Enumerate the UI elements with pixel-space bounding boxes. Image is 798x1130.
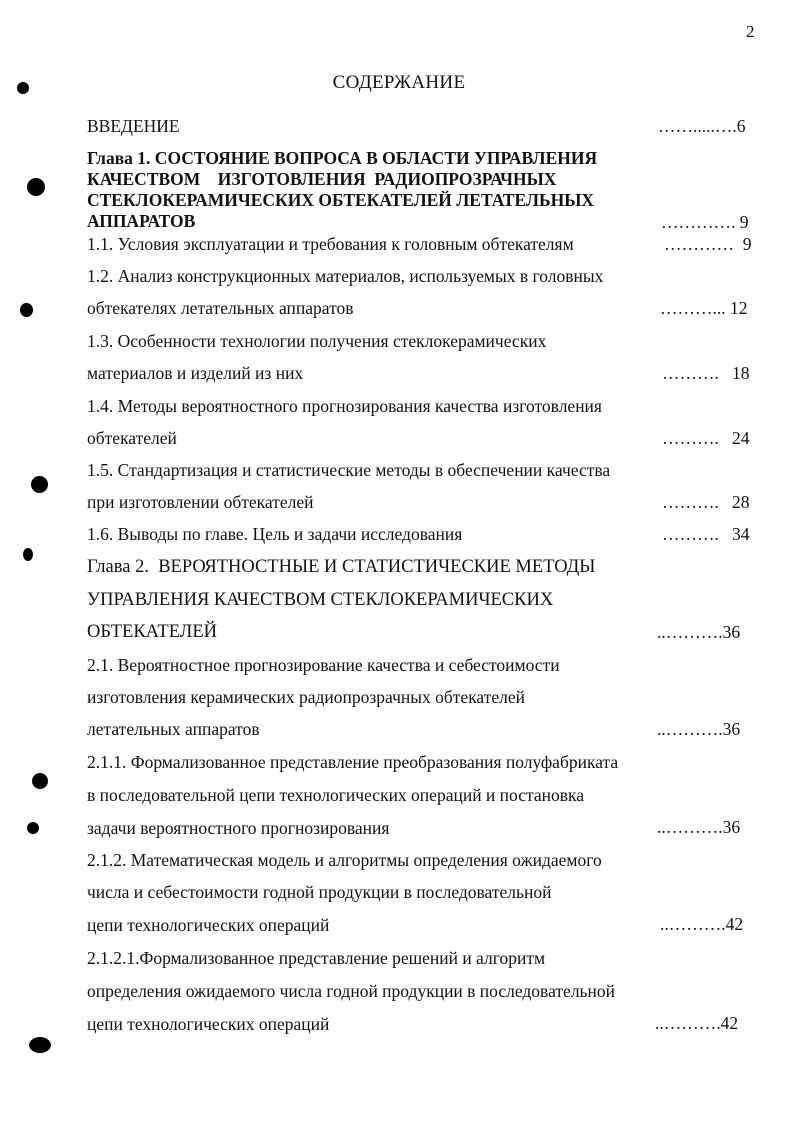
toc-entry-2-1-1-line1: 2.1.1. Формализованное представление преобразования полуфабриката	[87, 752, 619, 772]
toc-entry-1-2-line1: 1.2. Анализ конструкционных материалов, используемых в головных	[87, 266, 604, 286]
toc-entry-1-5-line2: при изготовлении обтекателей	[87, 492, 314, 512]
toc-entry-1-3-line2: материалов и изделий из них	[87, 363, 304, 383]
toc-entry-2-1-2-1-line2: определения ожидаемого числа годной продукции в последовательной	[87, 981, 616, 1001]
toc-leader-2-1-2: ..……….42	[660, 914, 744, 934]
toc-entry-2-1-2-1-line1: 2.1.2.1.Формализованное представление решений и алгоритм	[87, 948, 546, 968]
toc-entry-1-2-line2: обтекателях летательных аппаратов	[87, 298, 354, 318]
toc-leader-2-1-2-1: ..……….42	[655, 1013, 739, 1033]
page-title: СОДЕРЖАНИЕ	[332, 72, 466, 93]
toc-entry-1-1: 1.1. Условия эксплуатации и требования к головным обтекателям	[87, 234, 574, 254]
toc-chapter1-line3: СТЕКЛОКЕРАМИЧЕСКИХ ОБТЕКАТЕЛЕЙ ЛЕТАТЕЛЬНЫХ	[87, 190, 595, 210]
toc-entry-2-1-2-line1: 2.1.2. Математическая модель и алгоритмы определения ожидаемого	[87, 850, 602, 870]
binder-hole-mark	[20, 303, 33, 317]
toc-entry-1-6: 1.6. Выводы по главе. Цель и задачи исследования	[87, 524, 463, 544]
toc-leader-1-5: ………. 28	[662, 492, 750, 512]
toc-leader-2-1-1: ..……….36	[657, 817, 741, 837]
toc-chapter2-line2: УПРАВЛЕНИЯ КАЧЕСТВОМ СТЕКЛОКЕРАМИЧЕСКИХ	[87, 590, 554, 610]
toc-entry-1-4-line2: обтекателей	[87, 428, 177, 448]
toc-leader-1-4: ………. 24	[662, 428, 750, 448]
toc-entry-2-1-2-1-line3: цепи технологических операций	[87, 1014, 330, 1034]
binder-hole-mark	[29, 1037, 51, 1053]
toc-entry-2-1-line2: изготовления керамических радиопрозрачных обтекателей	[87, 687, 526, 707]
toc-leader-chapter1: …………. 9	[661, 212, 749, 232]
toc-entry-2-1-2-line2: числа и себестоимости годной продукции в последовательной	[87, 882, 552, 902]
toc-leader-1-3: ………. 18	[662, 363, 750, 383]
toc-leader-1-6: ………. 34	[662, 524, 750, 544]
binder-hole-mark	[27, 178, 45, 196]
toc-leader-1-2: ………... 12	[660, 298, 748, 318]
toc-entry-2-1-line1: 2.1. Вероятностное прогнозирование качества и себестоимости	[87, 655, 560, 675]
toc-chapter1-line2: КАЧЕСТВОМ ИЗГОТОВЛЕНИЯ РАДИОПРОЗРАЧНЫХ	[87, 169, 557, 189]
toc-leader-1-1: ………… 9	[664, 234, 752, 254]
binder-hole-mark	[27, 822, 39, 834]
binder-hole-mark	[31, 476, 48, 493]
toc-chapter2-line3: ОБТЕКАТЕЛЕЙ	[87, 622, 217, 642]
toc-entry-2-1-2-line3: цепи технологических операций	[87, 915, 330, 935]
toc-entry-1-3-line1: 1.3. Особенности технологии получения стеклокерамических	[87, 331, 547, 351]
toc-leader-2-1: ..……….36	[657, 719, 741, 739]
binder-hole-mark	[32, 773, 48, 789]
binder-hole-mark	[23, 548, 33, 561]
toc-entry-2-1-1-line3: задачи вероятностного прогнозирования	[87, 818, 390, 838]
toc-entry-1-4-line1: 1.4. Методы вероятностного прогнозирования качества изготовления	[87, 396, 602, 416]
page-number: 2	[746, 22, 755, 41]
toc-entry-1-5-line1: 1.5. Стандартизация и статистические методы в обеспечении качества	[87, 460, 611, 480]
toc-chapter1-line4: АППАРАТОВ	[87, 211, 196, 231]
toc-entry-2-1-1-line2: в последовательной цепи технологических операций и постановка	[87, 785, 584, 805]
toc-chapter1-line1: Глава 1. СОСТОЯНИЕ ВОПРОСА В ОБЛАСТИ УПРАВЛЕНИЯ	[87, 148, 598, 168]
toc-chapter2-line1: Глава 2. ВЕРОЯТНОСТНЫЕ И СТАТИСТИЧЕСКИЕ МЕТОДЫ	[87, 557, 596, 577]
toc-leader-intro: …….....….6	[658, 116, 746, 136]
binder-hole-mark	[17, 82, 29, 94]
toc-entry-intro: ВВЕДЕНИЕ	[87, 116, 180, 136]
toc-leader-chapter2: ..……….36	[657, 622, 741, 642]
toc-entry-2-1-line3: летательных аппаратов	[87, 719, 260, 739]
